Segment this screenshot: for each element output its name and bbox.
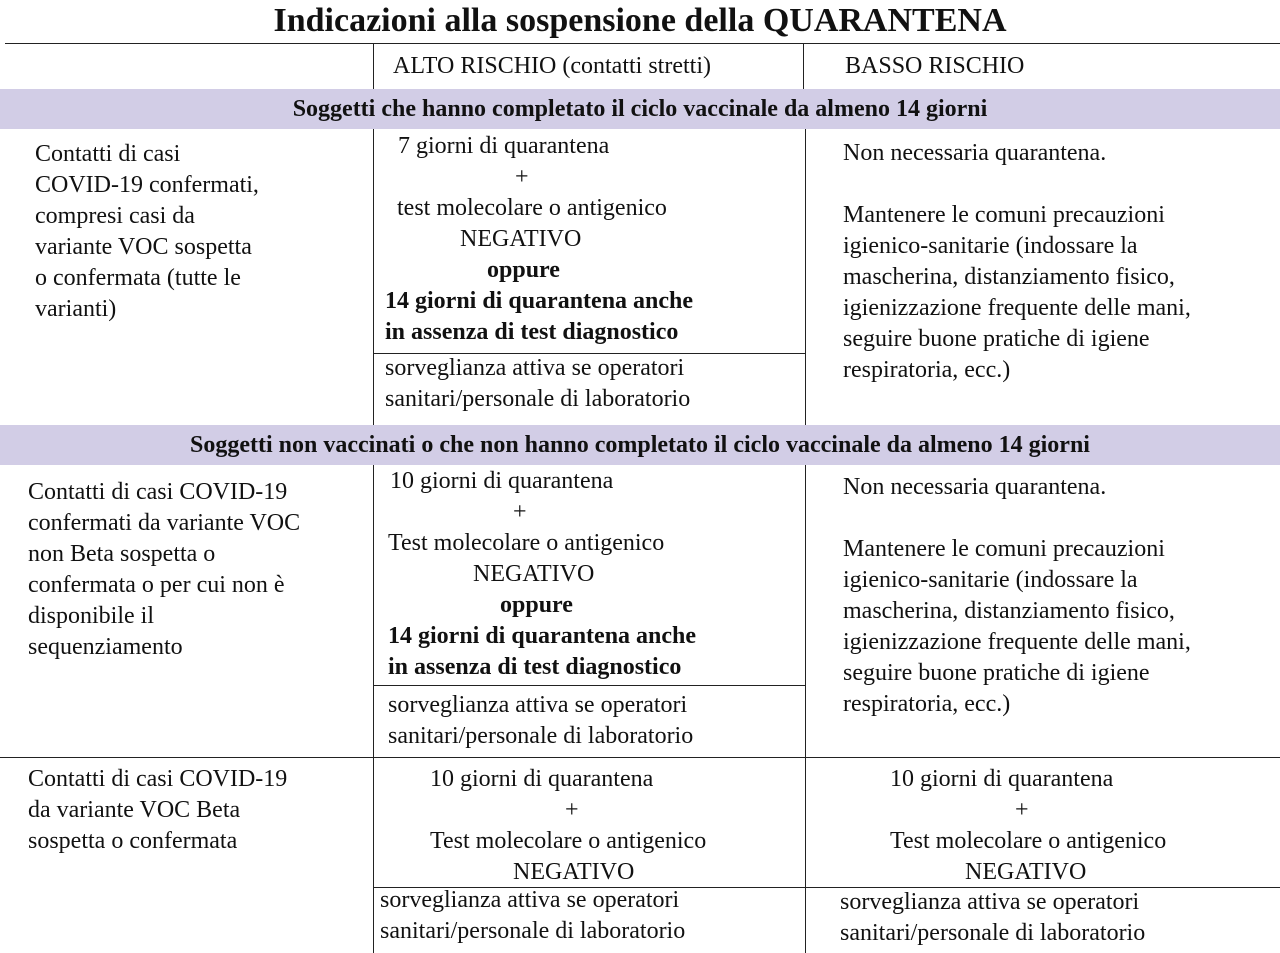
column-divider [373, 465, 374, 953]
top-rule [5, 43, 1280, 44]
high-risk-cell-non-beta: 10 giorni di quarantena + Test molecolare o antigenico NEGATIVO oppure 14 giorni di quarantena anche in assenza di test diagnostico [388, 468, 697, 680]
high-risk-note-vaccinated: sorveglianza attiva se operatori sanitari/personale di laboratorio [385, 355, 691, 412]
cell-divider [373, 685, 805, 686]
section-header-vaccinated: Soggetti che hanno completato il ciclo vaccinale da almeno 14 giorni [0, 89, 1280, 129]
subject-cell-beta: Contatti di casi COVID-19 da variante VOC Beta sospetta o confermata [28, 766, 288, 854]
column-divider [373, 129, 374, 425]
row-divider [0, 757, 1280, 758]
column-divider [803, 43, 804, 89]
column-divider [805, 465, 806, 953]
low-risk-note-beta: sorveglianza attiva se operatori sanitari/personale di laboratorio [840, 889, 1146, 946]
column-divider [805, 129, 806, 425]
high-risk-note-beta: sorveglianza attiva se operatori sanitari/personale di laboratorio [380, 887, 686, 944]
high-risk-cell-beta: 10 giorni di quarantena + Test molecolare o antigenico NEGATIVO [430, 766, 707, 885]
column-header-low-risk: BASSO RISCHIO [845, 53, 1025, 79]
low-risk-cell-beta: 10 giorni di quarantena + Test molecolare o antigenico NEGATIVO [890, 766, 1167, 885]
high-risk-note-non-beta: sorveglianza attiva se operatori sanitari/personale di laboratorio [388, 692, 694, 749]
subject-cell-non-beta: Contatti di casi COVID-19 confermati da variante VOC non Beta sospetta o confermata o per cui non è disponibile il sequenziamento [28, 479, 301, 660]
subject-cell-vaccinated: Contatti di casi COVID-19 confermati, compresi casi da variante VOC sospetta o confermata (tutte le varianti) [35, 141, 259, 322]
high-risk-cell-vaccinated: 7 giorni di quarantena + test molecolare o antigenico NEGATIVO oppure 14 giorni di quarantena anche in assenza di test diagnostico [385, 133, 694, 345]
low-risk-cell-non-beta: Non necessaria quarantena. Mantenere le comuni precauzioni igienico-sanitarie (indossare la mascherina, distanziamento fisico, igienizzazione frequente delle mani, seguire buone pratiche di igiene respiratoria, ecc.) [843, 474, 1191, 717]
section-header-not-vaccinated: Soggetti non vaccinati o che non hanno completato il ciclo vaccinale da almeno 14 giorni [0, 425, 1280, 465]
page-title: Indicazioni alla sospensione della QUARANTENA [273, 2, 1007, 39]
column-divider [373, 43, 374, 89]
low-risk-cell-vaccinated: Non necessaria quarantena. Mantenere le comuni precauzioni igienico-sanitarie (indossare la mascherina, distanziamento fisico, igienizzazione frequente delle mani, seguire buone pratiche di igiene respiratoria, ecc.) [843, 140, 1191, 383]
column-header-high-risk: ALTO RISCHIO (contatti stretti) [393, 53, 711, 79]
